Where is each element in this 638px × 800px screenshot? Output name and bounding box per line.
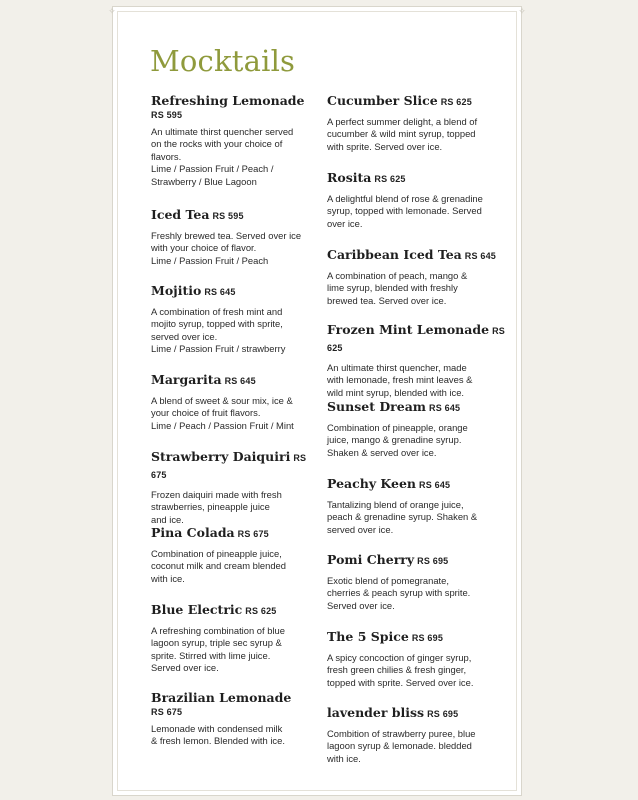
- item-name: The 5 Spice: [327, 629, 409, 644]
- item-description: A delightful blend of rose & grenadine syrup, topped with lemonade. Served over ice.: [327, 193, 483, 229]
- item-price: RS 645: [429, 403, 461, 413]
- item-description: A combination of fresh mint and mojito syrup, topped with sprite, served over ice. Lime / Passion Fruit / strawberry: [151, 306, 286, 355]
- menu-item: [327, 705, 476, 765]
- menu-item: [151, 372, 294, 432]
- menu-item: [151, 207, 301, 267]
- item-name: Rosita: [327, 170, 372, 185]
- menu-title: Mocktails: [150, 44, 296, 78]
- item-price: RS 695: [427, 709, 459, 719]
- item-price: RS 645: [204, 287, 236, 297]
- menu-item: [151, 449, 321, 526]
- menu-item: [151, 525, 286, 585]
- item-price: RS 675: [151, 453, 307, 480]
- item-price: RS 645: [419, 480, 451, 490]
- item-price: RS 595: [151, 110, 183, 120]
- menu-item: [151, 602, 285, 675]
- item-description: An ultimate thirst quencher served on the rocks with your choice of flavors. Lime / Passion Fruit / Peach / Strawberry / Blue Lagoon: [151, 126, 294, 187]
- corner-ornament-icon: ✧: [518, 7, 526, 17]
- item-name: Pina Colada: [151, 525, 235, 540]
- item-description: A combination of peach, mango & lime syrup, blended with freshly brewed tea. Served over ice.: [327, 270, 468, 306]
- menu-item: [151, 690, 291, 748]
- item-name: Caribbean Iced Tea: [327, 247, 462, 262]
- menu-item: [151, 283, 285, 356]
- item-description: Combination of pineapple, orange juice, mango & grenadine syrup. Shaken & served over ice.: [327, 422, 468, 458]
- item-name: Mojitio: [151, 283, 202, 298]
- item-description: Lemonade with condensed milk & fresh lemon. Blended with ice.: [151, 723, 285, 747]
- item-description: Exotic blend of pomegranate, cherries & peach syrup with sprite. Served over ice.: [327, 575, 471, 611]
- menu-item: [327, 170, 483, 230]
- item-name: Cucumber Slice: [327, 93, 438, 108]
- item-price: RS 595: [212, 211, 244, 221]
- menu-item: [327, 552, 470, 612]
- item-name: Frozen Mint Lemonade: [327, 322, 490, 337]
- item-price: RS 695: [411, 633, 444, 643]
- menu-item: [327, 629, 473, 689]
- menu-item: [327, 322, 507, 399]
- item-description: Frozen daiquiri made with fresh strawberries, pineapple juice and ice.: [151, 489, 282, 525]
- item-description: A refreshing combination of blue lagoon syrup, triple sec syrup & sprite. Stirred with lime juice. Served over ice.: [151, 625, 285, 674]
- menu-item: [327, 476, 477, 536]
- item-price: RS 645: [224, 376, 256, 386]
- item-price: RS 625: [327, 326, 505, 353]
- menu-item: [327, 93, 477, 153]
- item-price: RS 645: [464, 251, 497, 261]
- item-description: A spicy concoction of ginger syrup, fresh green chilies & fresh ginger, topped with sprite. Served over ice.: [327, 652, 474, 688]
- item-name: Iced Tea: [151, 207, 210, 222]
- corner-ornament-icon: ✧: [108, 7, 116, 17]
- item-name: Margarita: [151, 372, 222, 387]
- item-description: Freshly brewed tea. Served over ice with your choice of flavor. Lime / Passion Fruit / Peach: [151, 230, 302, 266]
- item-description: Tantalizing blend of orange juice, peach & grenadine syrup. Shaken & served over ice.: [327, 499, 478, 535]
- item-name: Peachy Keen: [327, 476, 417, 491]
- item-price: RS 675: [151, 707, 183, 717]
- menu-item: [327, 399, 468, 459]
- item-price: RS 625: [440, 97, 472, 107]
- item-name: Sunset Dream: [327, 399, 427, 414]
- item-price: RS 625: [374, 174, 406, 184]
- item-name: Refreshing Lemonade: [151, 93, 305, 108]
- item-description: A perfect summer delight, a blend of cucumber & wild mint syrup, topped with sprite. Served over ice.: [327, 116, 478, 152]
- item-description: Combination of pineapple juice, coconut milk and cream blended with ice.: [151, 548, 286, 584]
- item-name: Pomi Cherry: [327, 552, 415, 567]
- item-description: An ultimate thirst quencher, made with lemonade, fresh mint leaves & wild mint syrup, blended with ice.: [327, 362, 473, 398]
- item-description: Combition of strawberry puree, blue lagoon syrup & lemonade. bledded with ice.: [327, 728, 476, 764]
- item-description: A blend of sweet & sour mix, ice & your choice of fruit flavors. Lime / Peach / Passion Fruit / Mint: [151, 395, 294, 431]
- item-price: RS 625: [245, 606, 277, 616]
- item-name: Blue Electric: [151, 602, 243, 617]
- item-name: Brazilian Lemonade: [151, 690, 292, 705]
- item-name: Strawberry Daiquiri: [151, 449, 291, 464]
- item-price: RS 695: [417, 556, 449, 566]
- item-price: RS 675: [237, 529, 269, 539]
- item-name: lavender bliss: [327, 705, 425, 720]
- menu-item: [327, 247, 496, 307]
- menu-item: [151, 93, 305, 188]
